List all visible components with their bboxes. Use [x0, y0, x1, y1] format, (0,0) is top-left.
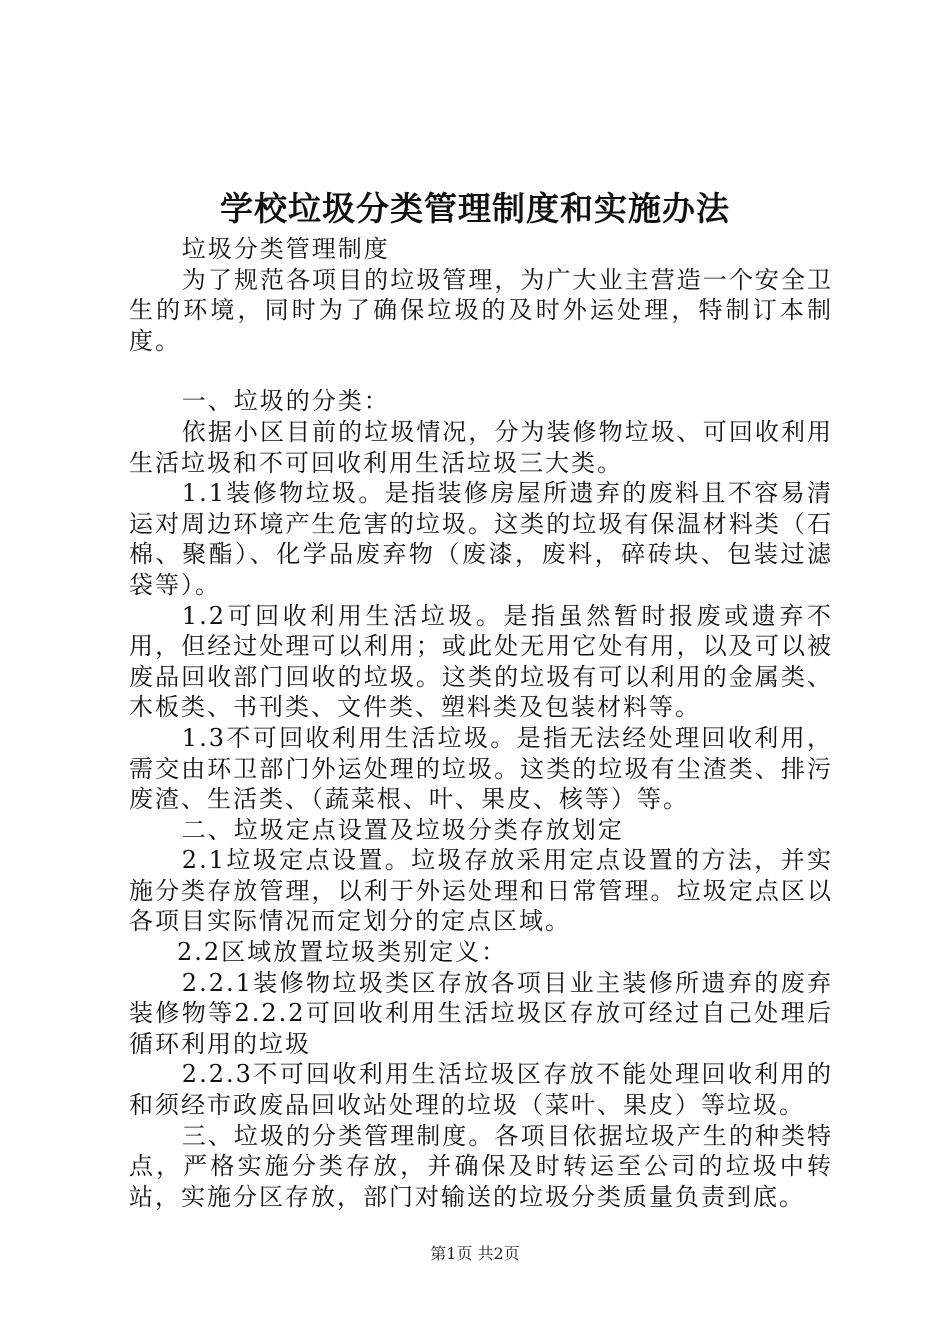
document-body — [129, 234, 833, 1212]
paragraph-subtitle: 垃圾分类管理制度 — [181, 235, 390, 263]
paragraph: 2.2.1装修物垃圾类区存放各项目业主装修所遗弃的废弃装修物等2.2.2可回收利用生活垃圾区存放可经过自己处理后循环利用的垃圾 — [129, 968, 833, 1058]
paragraph: 依据小区目前的垃圾情况，分为装修物垃圾、可回收利用生活垃圾和不可回收利用生活垃圾三大类。 — [129, 417, 833, 477]
paragraph: 1.2可回收利用生活垃圾。是指虽然暂时报废或遗弃不用，但经过处理可以利用；或此处无用它处有用，以及可以被废品回收部门回收的垃圾。这类的垃圾有可以利用的金属类、木板类、书刊类、文件类、塑料类及包装材料等。 — [129, 601, 833, 722]
page-footer: 第1页 共2页 — [430, 1244, 520, 1263]
paragraph: 三、垃圾的分类管理制度。各项目依据垃圾产生的种类特点，严格实施分类存放，并确保及时转运至公司的垃圾中转站，实施分区存放，部门对输送的垃圾分类质量负责到底。 — [129, 1121, 833, 1211]
paragraph: 2.1垃圾定点设置。垃圾存放采用定点设置的方法，并实施分类存放管理，以利于外运处理和日常管理。垃圾定点区以各项目实际情况而定划分的定点区域。 — [129, 846, 833, 936]
section-heading-1: 一、垃圾的分类： — [181, 387, 390, 416]
section-heading-2: 二、垃圾定点设置及垃圾分类存放划定 — [181, 815, 624, 844]
paragraph: 2.2.3不可回收利用生活垃圾区存放不能处理回收利用的和须经市政废品回收站处理的垃圾（菜叶、果皮）等垃圾。 — [129, 1060, 833, 1120]
paragraph-intro: 为了规范各项目的垃圾管理，为广大业主营造一个安全卫生的环境，同时为了确保垃圾的及时外运处理，特制订本制度。 — [129, 265, 833, 355]
paragraph: 1.1装修物垃圾。是指装修房屋所遗弃的废料且不容易清运对周边环境产生危害的垃圾。这类的垃圾有保温材料类（石棉、聚酯）、化学品废弃物（废漆，废料，碎砖块、包装过滤袋等）。 — [129, 479, 833, 599]
document-title: 学校垃圾分类管理制度和实施办法 — [220, 189, 730, 228]
paragraph: 2.2区域放置垃圾类别定义： — [177, 938, 508, 967]
paragraph: 1.3不可回收利用生活垃圾。是指无法经处理回收利用，需交由环卫部门外运处理的垃圾。这类的垃圾有尘渣类、排污废渣、生活类、（蔬菜根、叶、果皮、核等）等。 — [129, 723, 833, 814]
